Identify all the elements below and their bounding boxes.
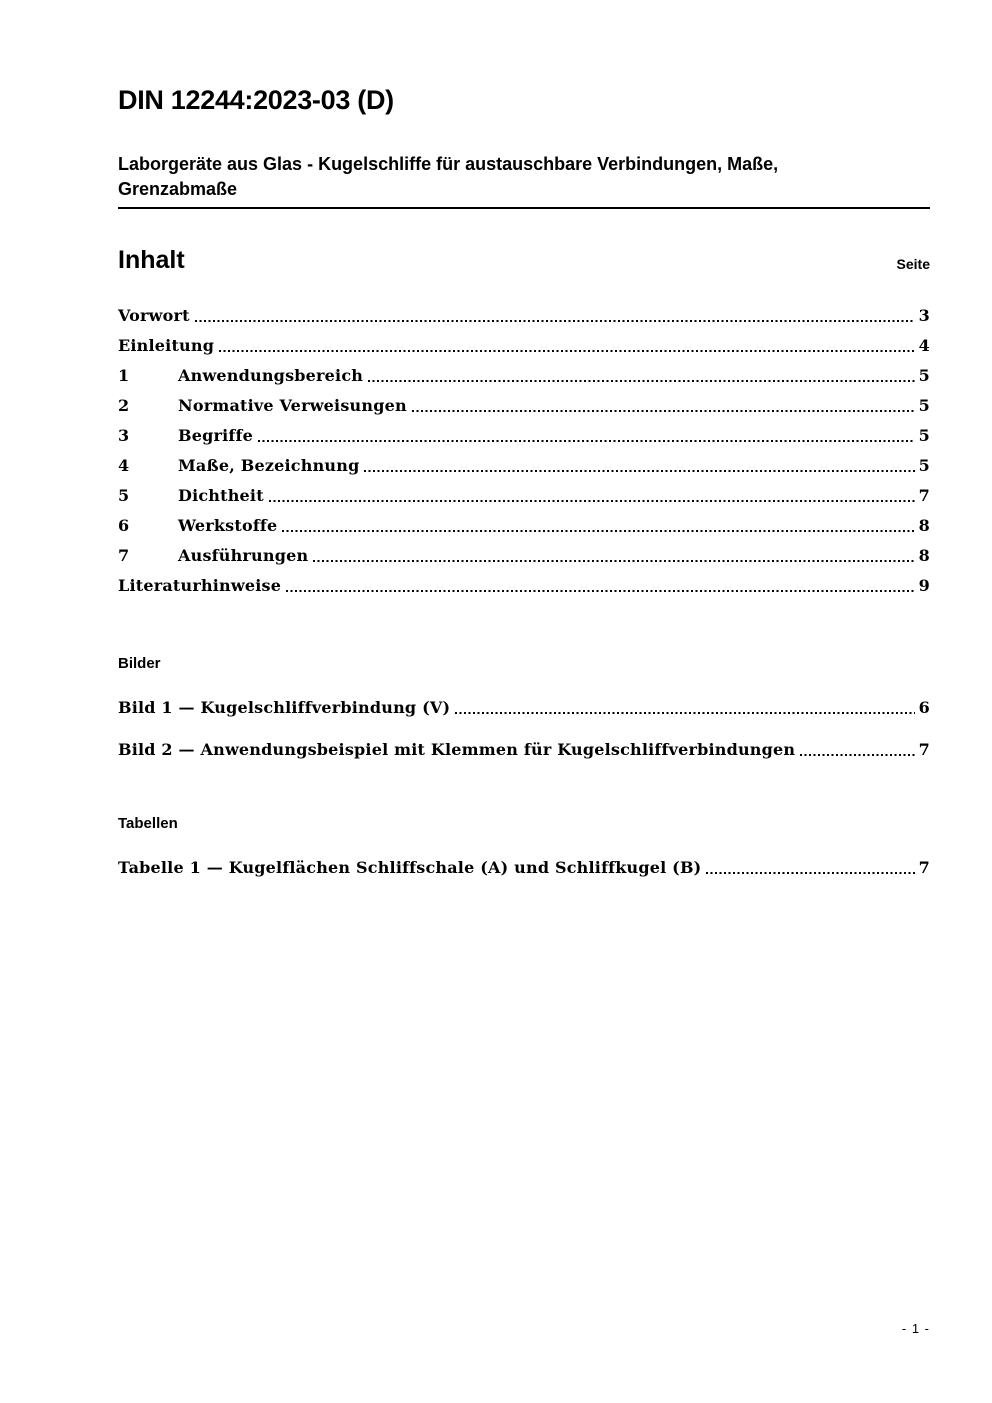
toc-entry-number: 3 <box>118 426 130 445</box>
dot-leader <box>706 872 914 875</box>
toc-entry-page: 5 <box>918 396 930 415</box>
dot-leader <box>258 440 915 443</box>
toc-entry-number: 5 <box>118 486 130 505</box>
toc-entry-page: 8 <box>918 546 930 565</box>
toc-entry-label: Anwendungsbereich <box>178 366 364 385</box>
table-entry-label: Tabelle 1 — Kugelflächen Schliffschale (A) und Schliffkugel (B) <box>118 858 702 877</box>
figure-entry-page: 6 <box>918 698 930 717</box>
page-column-label: Seite <box>896 256 930 272</box>
document-subtitle <box>118 152 930 209</box>
toc-entry-einleitung <box>118 337 930 355</box>
figure-entry-bild-2 <box>118 741 930 759</box>
toc-entry-page: 4 <box>918 336 930 355</box>
document-title: DIN 12244:2023-03 (D) <box>118 85 394 115</box>
dot-leader <box>313 560 914 563</box>
figure-entry-label: Bild 1 — Kugelschliffverbindung (V) <box>118 698 451 717</box>
toc-entry-dichtheit <box>118 487 930 505</box>
toc-entry-label: Ausführungen <box>178 546 309 565</box>
dot-leader <box>364 470 914 473</box>
toc-entry-label: Dichtheit <box>178 486 264 505</box>
toc-entry-normative-verweisungen <box>118 397 930 415</box>
tables-list <box>118 859 930 877</box>
figures-list <box>118 699 930 759</box>
subtitle-line-2: Grenzabmaße <box>118 179 238 199</box>
toc-entry-page: 3 <box>918 306 930 325</box>
dot-leader <box>455 712 914 715</box>
toc-entry-label: Einleitung <box>118 336 215 355</box>
figure-entry-bild-1 <box>118 699 930 717</box>
contents-heading: Inhalt <box>118 246 185 274</box>
dot-leader <box>368 380 915 383</box>
toc-entry-number: 4 <box>118 456 130 475</box>
dot-leader <box>219 350 915 353</box>
figure-entry-label: Bild 2 — Anwendungsbeispiel mit Klemmen für Kugelschliffverbindungen <box>118 740 796 759</box>
toc-entry-label: Vorwort <box>118 306 190 325</box>
toc-entry-number: 7 <box>118 546 130 565</box>
dot-leader <box>269 500 915 503</box>
toc-entry-begriffe <box>118 427 930 445</box>
table-entry-tabelle-1 <box>118 859 930 877</box>
toc-entry-label: Werkstoffe <box>178 516 278 535</box>
toc-entry-werkstoffe <box>118 517 930 535</box>
toc-entry-label: Begriffe <box>178 426 253 445</box>
toc-entry-ausfuehrungen <box>118 547 930 565</box>
toc-entry-number: 1 <box>118 366 130 385</box>
toc-entry-number: 2 <box>118 396 130 415</box>
toc-entry-masse-bezeichnung <box>118 457 930 475</box>
dot-leader <box>412 410 915 413</box>
toc-entry-label: Maße, Bezeichnung <box>178 456 360 475</box>
dot-leader <box>195 320 915 323</box>
dot-leader <box>282 530 914 533</box>
table-entry-page: 7 <box>918 858 930 877</box>
toc-entry-literaturhinweise <box>118 577 930 595</box>
dot-leader <box>286 590 915 593</box>
toc-entry-page: 7 <box>918 486 930 505</box>
subtitle-line-1: Laborgeräte aus Glas - Kugelschliffe für austauschbare Verbindungen, Maße, <box>118 154 779 174</box>
toc-entry-page: 5 <box>918 366 930 385</box>
toc-entry-page: 8 <box>918 516 930 535</box>
page-number-footer: - 1 - <box>901 1321 930 1336</box>
toc-entry-anwendungsbereich <box>118 367 930 385</box>
toc-entry-label: Normative Verweisungen <box>178 396 407 415</box>
figure-entry-page: 7 <box>918 740 930 759</box>
toc-entry-page: 5 <box>918 456 930 475</box>
toc-entry-label: Literaturhinweise <box>118 576 282 595</box>
contents-header <box>118 247 930 274</box>
dot-leader <box>800 754 914 757</box>
tables-section-heading: Tabellen <box>118 815 178 832</box>
toc-entry-page: 9 <box>918 576 930 595</box>
toc-entry-vorwort <box>118 307 930 325</box>
table-of-contents <box>118 307 930 595</box>
toc-entry-number: 6 <box>118 516 130 535</box>
toc-entry-page: 5 <box>918 426 930 445</box>
figures-section-heading: Bilder <box>118 655 161 672</box>
